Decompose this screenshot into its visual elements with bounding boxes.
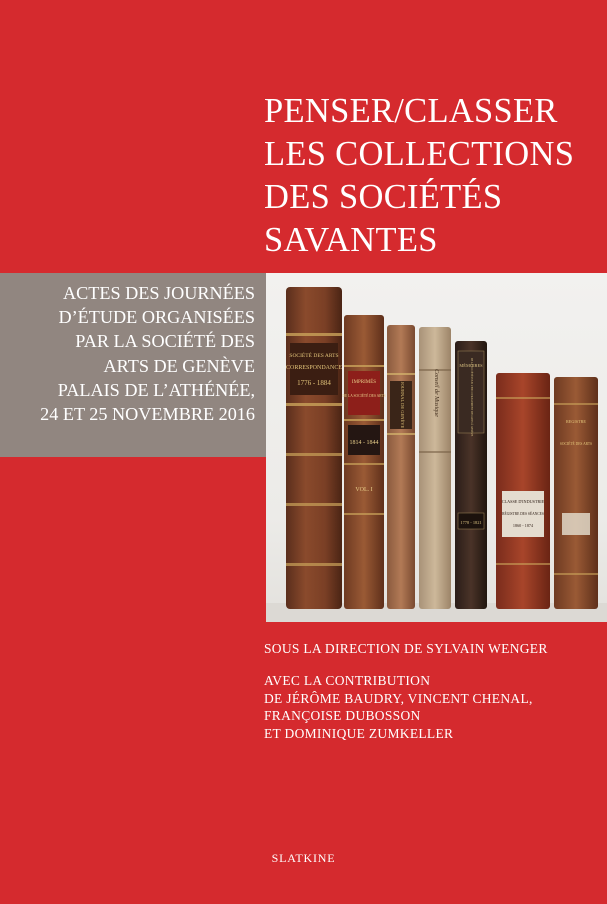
spine-label: SOCIÉTÉ DES ARTS [559, 442, 593, 446]
subtitle-line: PAR LA SOCIÉTÉ DES [75, 331, 255, 352]
subtitle-line: 24 ET 25 NOVEMBRE 2016 [40, 404, 255, 425]
publisher-name: SLATKINE [271, 851, 336, 865]
subtitle-line: ACTES DES JOURNÉES [63, 283, 255, 303]
title-line: PENSER/CLASSER [264, 92, 558, 130]
book-title [264, 90, 604, 262]
books-photo [266, 273, 607, 622]
contributors-line: ET DOMINIQUE ZUMKELLER [264, 725, 454, 741]
contributors [264, 672, 533, 742]
title-line: LES COLLECTIONS [264, 135, 575, 173]
contributors-line: AVEC LA CONTRIBUTION [264, 673, 431, 688]
spine-label: RÉGISTRE DES SÉANCES [502, 512, 544, 516]
spine-label: DE LA SOCIÉTÉ DES ARTS [342, 394, 386, 398]
book-spine-3 [387, 325, 415, 609]
spine-label: REGISTRE [565, 419, 587, 424]
book-spine-1 [286, 287, 342, 609]
book-spine-2 [342, 315, 385, 609]
book-spine-7 [554, 377, 598, 609]
spine-label: SOCIÉTÉ DES ARTS [289, 353, 339, 359]
book-spine-6 [496, 373, 550, 609]
book-spine-4 [419, 327, 451, 609]
subtitle-line: PALAIS DE L’ATHÉNÉE, [57, 379, 255, 400]
spine-label: 1776 - 1884 [297, 379, 331, 387]
spine-label: IMPRIMÉS [351, 380, 377, 385]
subtitle-line: D’ÉTUDE ORGANISÉES [58, 307, 255, 328]
title-line: DES SOCIÉTÉS [264, 178, 503, 216]
spine-label: 1778 - 1821 [460, 520, 482, 525]
spine-label: DE LA SOCIÉTÉ POUR L'ENCOURAGEMENT DES ARTS À GENÈVE [470, 357, 473, 437]
subtitle-band [0, 273, 266, 457]
subtitle-line: ARTS DE GENÈVE [103, 355, 255, 376]
spine-label: 1814 - 1844 [349, 440, 379, 446]
title-line: SAVANTES [264, 221, 438, 259]
book-spine-5 [455, 341, 487, 609]
spine-label: CORRESPONDANCE [285, 365, 343, 371]
subtitle [40, 281, 255, 426]
contributors-line: DE JÉRÔME BAUDRY, VINCENT CHENAL, [264, 690, 533, 706]
old-books-illustration [266, 273, 607, 622]
spine-label: CLASSE D'INDUSTRIE [501, 499, 545, 504]
spine-label: Conseil de Musique [433, 369, 439, 417]
contributors-line: FRANÇOISE DUBOSSON [264, 708, 421, 723]
spine-label: VOL. I [355, 487, 373, 493]
spine-label: MÉMOIRES [459, 363, 483, 368]
spine-label: 1860 - 1874 [512, 523, 534, 528]
editor-credit: SOUS LA DIRECTION DE SYLVAIN WENGER [264, 641, 548, 656]
spine-label: JOURNAL DE GENÈVE [400, 381, 405, 429]
